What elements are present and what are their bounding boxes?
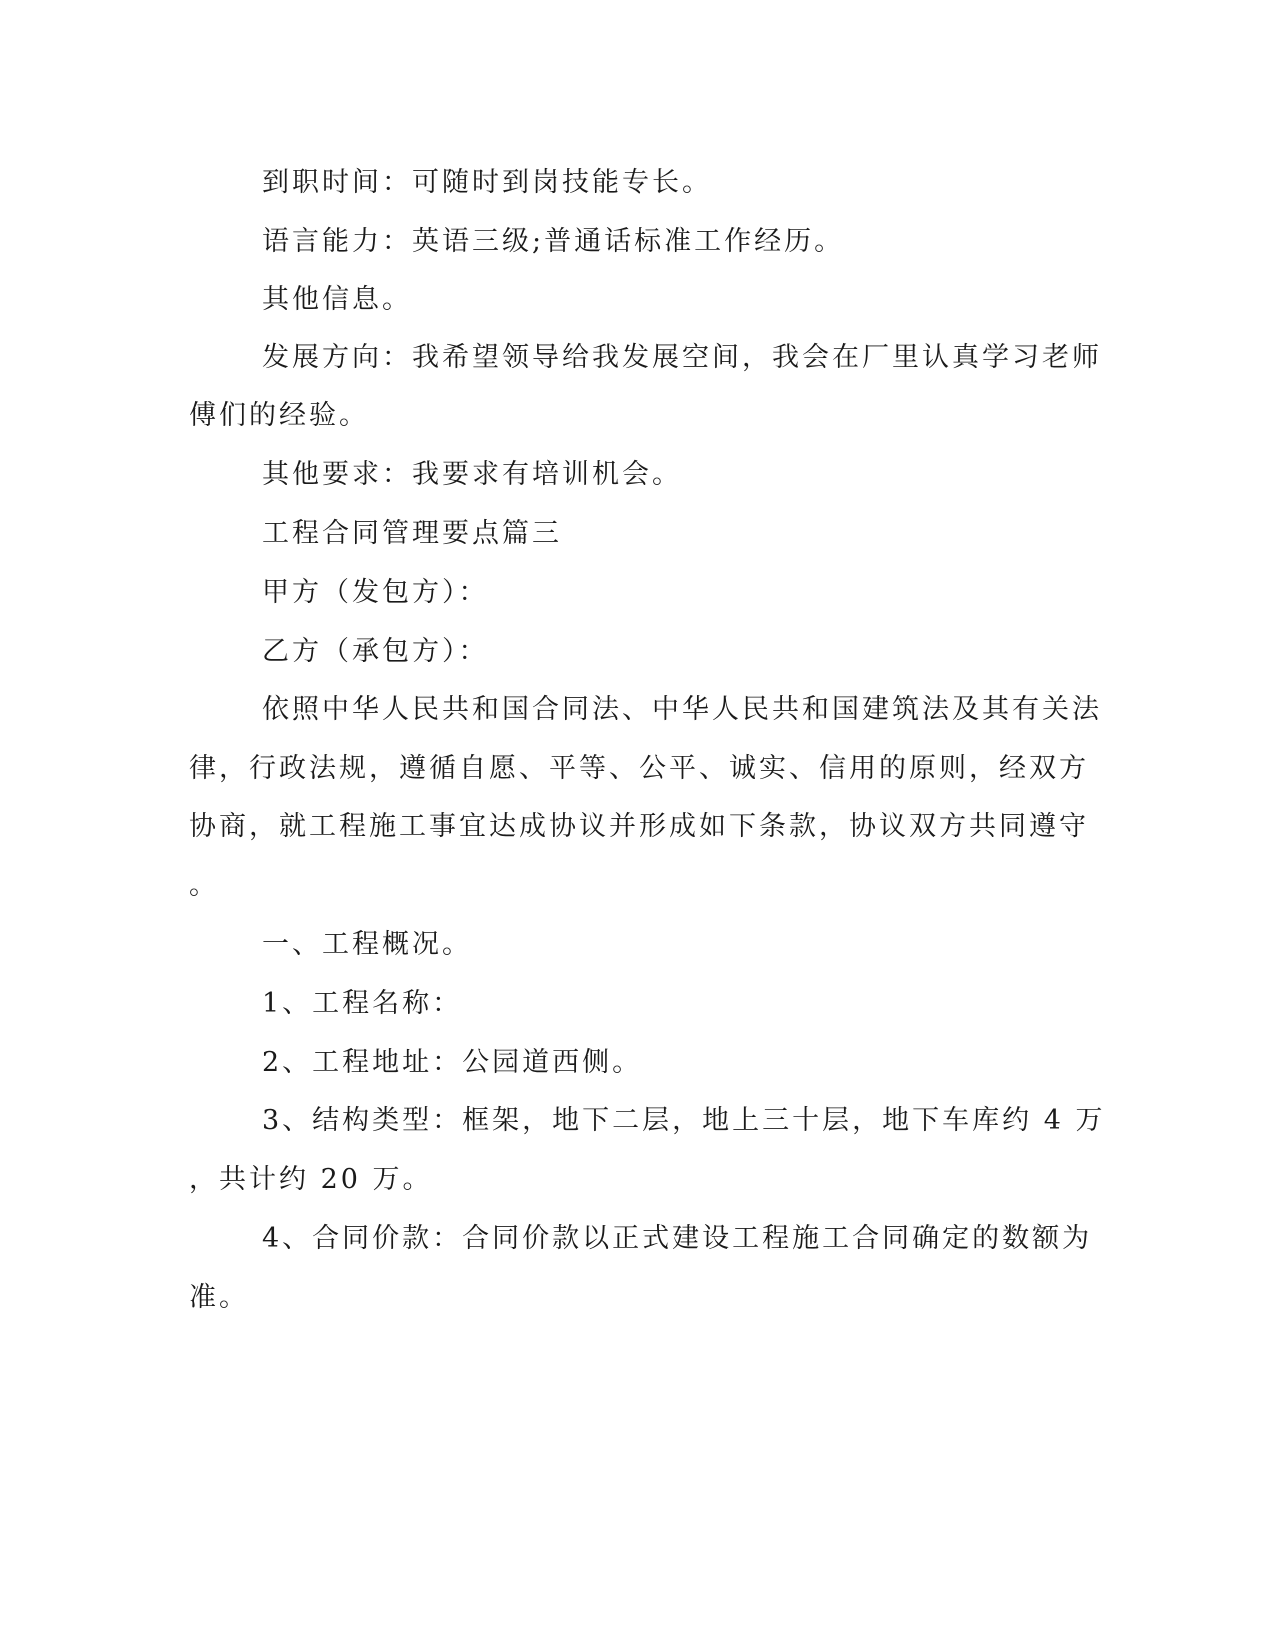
text-line-preamble-2: 律，行政法规，遵循自愿、平等、公平、诚实、信用的原则，经双方 — [189, 753, 1089, 784]
item-structure-type-cont: ，共计约 20 万。 — [189, 1164, 433, 1195]
item-structure-type: 3、结构类型：框架，地下二层，地上三十层，地下车库约 4 万 — [262, 1105, 1106, 1136]
party-b-label: 乙方（承包方）： — [262, 636, 489, 667]
text-line-other-info: 其他信息。 — [262, 284, 412, 315]
party-a-label: 甲方（发包方）： — [262, 577, 489, 608]
section-heading: 工程合同管理要点篇三 — [262, 518, 562, 549]
item-project-address: 2、工程地址：公园道西侧。 — [262, 1047, 643, 1078]
item-contract-price-cont: 准。 — [189, 1282, 249, 1313]
text-line-preamble-4: 。 — [189, 870, 219, 901]
text-line-preamble-1: 依照中华人民共和国合同法、中华人民共和国建筑法及其有关法 — [262, 694, 1102, 725]
item-contract-price: 4、合同价款：合同价款以正式建设工程施工合同确定的数额为 — [262, 1223, 1093, 1254]
text-line-development-direction-cont: 傅们的经验。 — [189, 400, 369, 431]
text-line-language-ability: 语言能力：英语三级;普通话标准工作经历。 — [262, 226, 845, 257]
text-line-arrival-time: 到职时间：可随时到岗技能专长。 — [262, 167, 712, 198]
text-line-development-direction: 发展方向：我希望领导给我发展空间，我会在厂里认真学习老师 — [262, 342, 1102, 373]
subsection-heading: 一、工程概况。 — [262, 929, 472, 960]
text-line-other-requirements: 其他要求：我要求有培训机会。 — [262, 459, 682, 490]
text-line-preamble-3: 协商，就工程施工事宜达成协议并形成如下条款，协议双方共同遵守 — [189, 811, 1089, 842]
item-project-name: 1、工程名称： — [262, 988, 463, 1019]
